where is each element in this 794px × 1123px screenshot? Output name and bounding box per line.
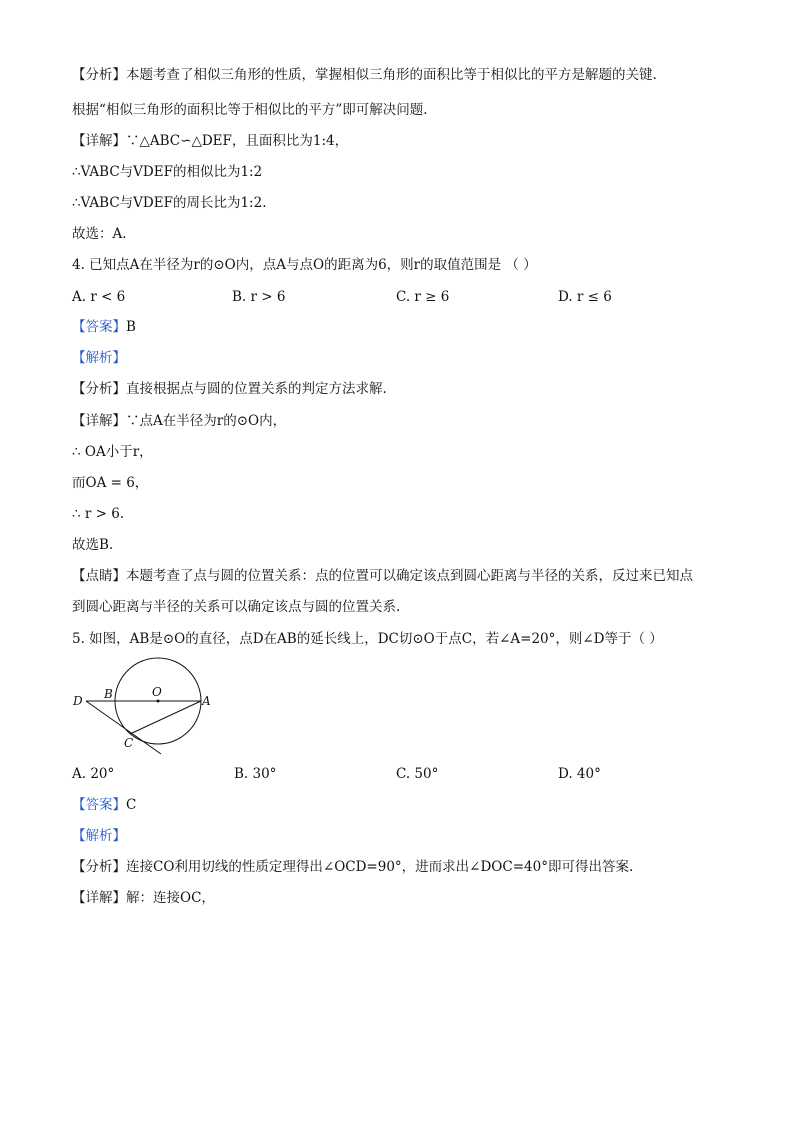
line-text: 本题考查了相似三角形的性质，掌握相似三角形的面积比等于相似比的平方是解题的关键. <box>126 67 657 83</box>
option-b: B. r > 6 <box>232 289 286 305</box>
option-a: A. r < 6 <box>72 289 126 305</box>
analysis-heading <box>72 349 126 367</box>
stem-text: 5. 如图，AB是⊙O的直径，点D在AB的延长线上，DC切⊙O于点C，若∠A=20°，则∠D等于（ ） <box>72 631 663 647</box>
text-line <box>72 163 262 181</box>
line-text: ∴ r > 6. <box>72 506 125 522</box>
section-tag-xiangjie: 【详解】 <box>72 890 126 906</box>
line-text: 直接根据点与圆的位置关系的判定方法求解. <box>126 381 387 397</box>
option-a: A. 20° <box>72 766 115 782</box>
option-d: D. 40° <box>558 766 601 782</box>
line-text: ∴VABC与VDEF的周长比为1:2. <box>72 195 267 211</box>
label-a: A <box>202 694 211 708</box>
answer-value: C <box>126 797 137 813</box>
question-5-options <box>72 765 732 783</box>
text-line <box>72 132 348 150</box>
text-line <box>72 858 633 876</box>
line-text: 连接CO利用切线的性质定理得出∠OCD=90°，进而求出∠DOC=40°即可得出答案. <box>126 859 634 875</box>
label-c: C <box>124 736 134 750</box>
text-line <box>72 225 127 243</box>
answer-tag: 【答案】 <box>72 797 126 813</box>
text-line <box>72 66 657 84</box>
line-text: ∴ OA小于r， <box>72 444 153 460</box>
question-4-options <box>72 288 732 306</box>
stem-text: 4. 已知点A在半径为r的⊙O内，点A与点O的距离为6，则r的取值范围是 （ ） <box>72 257 537 273</box>
text-line <box>72 412 286 430</box>
text-line <box>72 567 693 585</box>
line-text: 本题考查了点与圆的位置关系：点的位置可以确定该点到圆心距离与半径的关系，反过来已知点 <box>126 568 693 584</box>
answer-line <box>72 796 136 814</box>
center-point <box>157 700 160 703</box>
line-text: 到圆心距离与半径的关系可以确定该点与圆的位置关系. <box>72 599 401 615</box>
label-o: O <box>152 685 162 699</box>
label-d: D <box>73 694 83 708</box>
answer-tag: 【答案】 <box>72 319 126 335</box>
answer-line <box>72 318 136 336</box>
analysis-tag: 【解析】 <box>72 828 126 844</box>
option-c: C. r ≥ 6 <box>396 289 450 305</box>
text-line <box>72 474 148 492</box>
text-line <box>72 889 215 907</box>
line-text: 故选B. <box>72 537 114 553</box>
line-text: ∵△ABC∽△DEF，且面积比为1:4， <box>126 133 349 149</box>
line-text: ∴VABC与VDEF的相似比为1:2 <box>72 164 263 180</box>
option-b: B. 30° <box>234 766 277 782</box>
option-d: D. r ≤ 6 <box>558 289 612 305</box>
section-tag-xiangjie: 【详解】 <box>72 133 126 149</box>
text-line <box>72 536 113 554</box>
section-tag-xiangjie: 【详解】 <box>72 413 126 429</box>
analysis-tag: 【解析】 <box>72 350 126 366</box>
question-5-stem <box>72 630 663 648</box>
line-text: 而OA = 6， <box>72 475 149 491</box>
analysis-heading <box>72 827 126 845</box>
line-text: 根据“相似三角形的面积比等于相似比的平方”即可解决问题. <box>72 102 428 118</box>
text-line <box>72 194 266 212</box>
answer-value: B <box>126 319 136 335</box>
section-tag-dianjing: 【点睛】 <box>72 568 126 584</box>
text-line <box>72 598 400 616</box>
line-text: 故选：A. <box>72 226 127 242</box>
section-tag-fenxi: 【分析】 <box>72 381 126 397</box>
label-b: B <box>104 687 113 701</box>
question-4-stem <box>72 256 537 274</box>
line-text: 解：连接OC， <box>126 890 215 906</box>
text-line <box>72 505 124 523</box>
text-line <box>72 443 153 461</box>
section-tag-fenxi: 【分析】 <box>72 859 126 875</box>
circle-tangent-figure <box>68 654 228 758</box>
text-line <box>72 101 428 119</box>
section-tag-fenxi: 【分析】 <box>72 67 126 83</box>
option-c: C. 50° <box>396 766 439 782</box>
line-text: ∵点A在半径为r的⊙O内， <box>126 413 287 429</box>
text-line <box>72 380 387 398</box>
